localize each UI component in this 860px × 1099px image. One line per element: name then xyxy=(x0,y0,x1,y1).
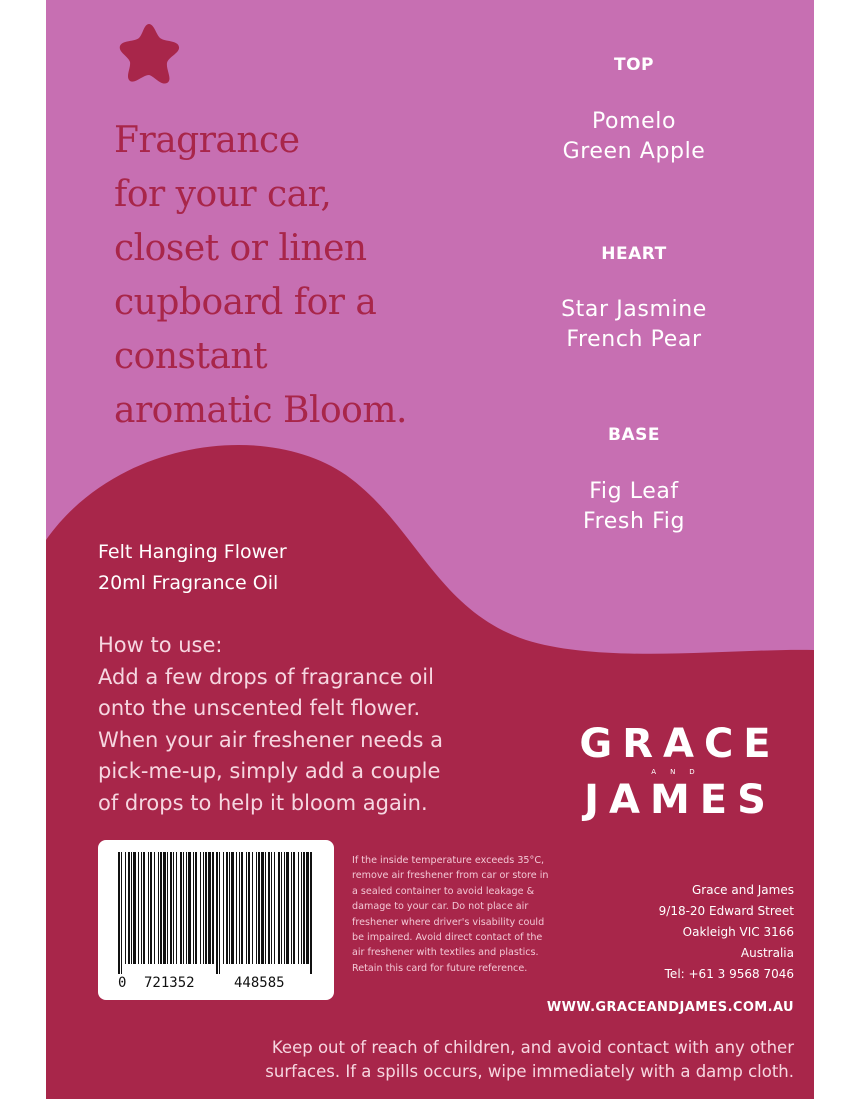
barcode-digits xyxy=(98,973,334,995)
warning-line: a sealed container to avoid leakage & xyxy=(352,885,535,897)
heart-note-item: Star Jasmine xyxy=(561,297,707,322)
how-to-use-line: When your air freshener needs a xyxy=(98,727,444,752)
brand-logo-and: AND xyxy=(651,768,709,776)
how-to-use-line: onto the unscented felt flower. xyxy=(98,696,421,720)
how-to-use-line: Add a few drops of fragrance oil xyxy=(98,664,434,689)
address-line: Australia xyxy=(740,946,794,960)
warning-line: Retain this card for future reference. xyxy=(352,962,528,974)
base-note-item: Fresh Fig xyxy=(582,509,686,534)
how-to-use xyxy=(98,630,538,819)
address-line: 9/18-20 Edward Street xyxy=(658,904,794,918)
base-notes-title: BASE xyxy=(608,425,660,445)
barcode-digit-group: 721352 xyxy=(144,975,195,991)
fragrance-card xyxy=(46,0,814,1099)
brand-logo-word: GRACE xyxy=(579,721,781,767)
brand-logo-word: JAMES xyxy=(584,777,776,823)
warning-line: If the inside temperature exceeds 35°C, xyxy=(352,855,545,866)
disclaimer xyxy=(126,1036,794,1084)
warning-line: air freshener with textiles and plastics. xyxy=(352,947,539,959)
top-note-item: Pomelo xyxy=(591,109,677,134)
flower-star-icon xyxy=(116,20,182,86)
how-to-use-title: How to use: xyxy=(98,633,223,657)
disclaimer-line: Keep out of reach of children, and avoid contact with any other xyxy=(271,1038,794,1057)
address-line: Tel: +61 3 9568 7046 xyxy=(664,967,794,981)
how-to-use-line: pick-me-up, simply add a couple xyxy=(98,759,441,783)
base-note-item: Fig Leaf xyxy=(589,479,679,504)
warning-line: damage to your car. Do not place air xyxy=(352,901,529,913)
top-note-item: Green Apple xyxy=(562,139,706,164)
top-notes-title: TOP xyxy=(613,55,654,75)
headline xyxy=(114,114,494,438)
heart-notes-title: HEART xyxy=(601,244,667,264)
barcode-digit-group: 448585 xyxy=(234,975,285,991)
warning-line: freshener where driver's visability could xyxy=(352,916,545,928)
how-to-use-line: of drops to help it bloom again. xyxy=(98,790,428,815)
brand-logo xyxy=(571,722,789,822)
barcode xyxy=(98,840,334,1000)
address-line: Grace and James xyxy=(692,883,794,897)
product-description xyxy=(98,537,287,599)
website-url: WWW.GRACEANDJAMES.COM.AU xyxy=(546,1000,794,1015)
headline-line: cupboard for a xyxy=(114,282,377,323)
address-line: Oakleigh VIC 3166 xyxy=(682,925,794,939)
headline-line: for your car, xyxy=(114,174,332,215)
headline-line: closet or linen xyxy=(114,228,367,269)
product-line: 20ml Fragrance Oil xyxy=(98,572,279,594)
heart-note-item: French Pear xyxy=(566,327,702,352)
warning-line: be impaired. Avoid direct contact of the xyxy=(352,932,543,944)
headline-line: aromatic Bloom. xyxy=(114,390,407,431)
disclaimer-line: surfaces. If a spills occurs, wipe immediately with a damp cloth. xyxy=(265,1062,794,1081)
product-line: Felt Hanging Flower xyxy=(98,541,287,563)
headline-line: Fragrance xyxy=(114,120,300,161)
headline-line: constant xyxy=(114,336,268,377)
safety-warning xyxy=(352,853,624,976)
barcode-digit-group: 0 xyxy=(118,975,127,991)
barcode-bars xyxy=(116,852,316,974)
company-address xyxy=(606,880,794,985)
warning-line: remove air freshener from car or store in xyxy=(352,870,549,882)
